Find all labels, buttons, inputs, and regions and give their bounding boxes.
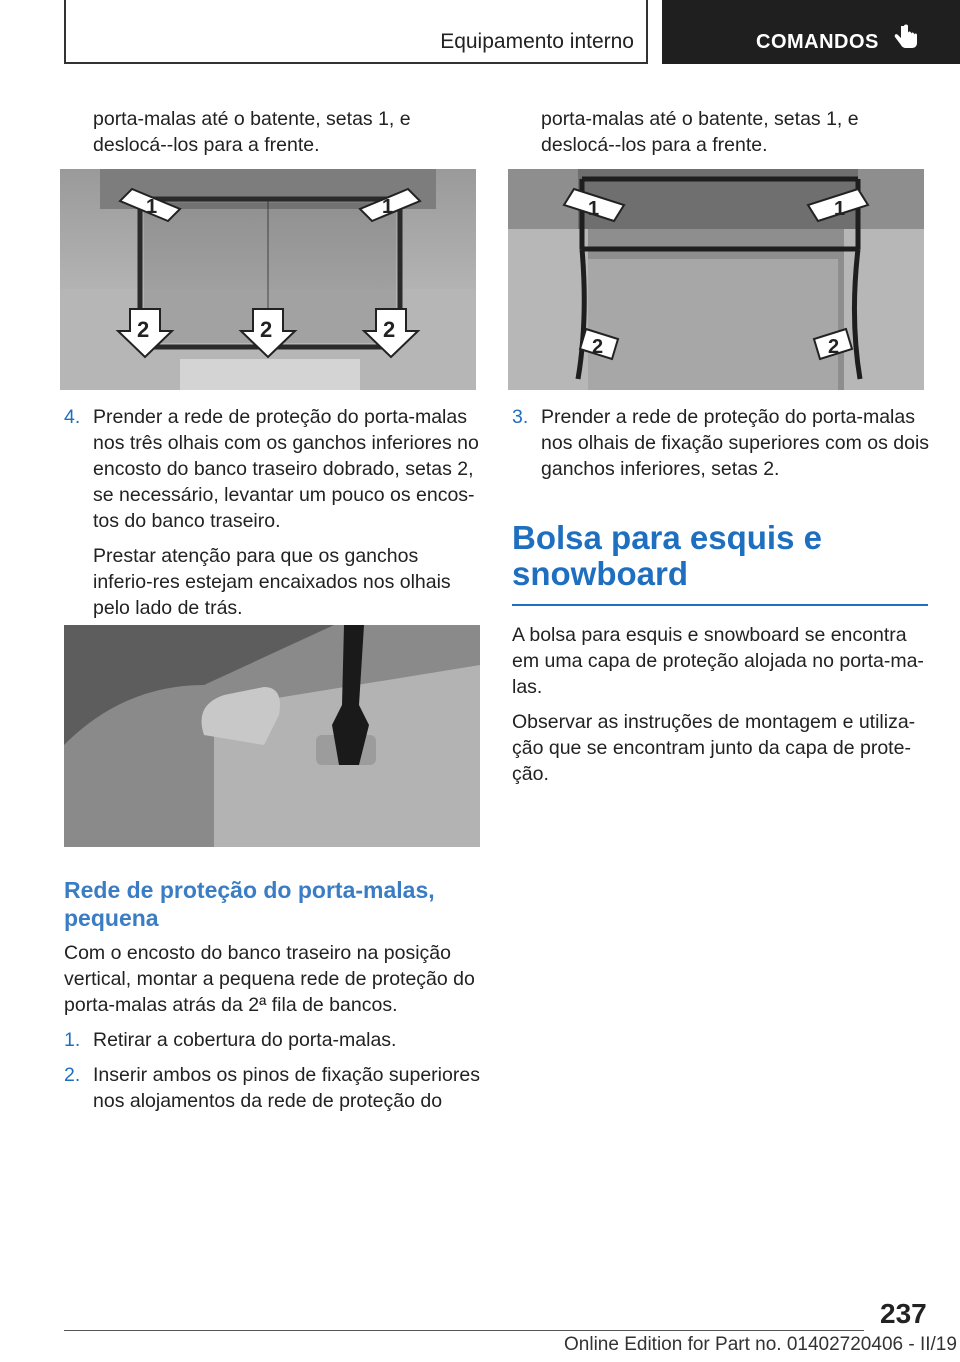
list-item-step2 — [64, 1062, 482, 1114]
header-chapter-box — [662, 0, 960, 64]
step3-text: Prender a rede de proteção do porta-malas nos olhais de fixação superiores com os dois ganchos inferiores, setas 2. — [541, 406, 930, 480]
ski-bag-section — [512, 520, 928, 796]
photo2-label-2b: 2 — [828, 336, 840, 358]
right-step3 — [512, 404, 930, 491]
step4-number: 4. — [64, 406, 81, 428]
list-item-step1 — [64, 1027, 482, 1053]
footer-rule — [64, 1330, 864, 1331]
footer-edition: Online Edition for Part no. 01402720406 - II/19 — [564, 1334, 957, 1355]
small-net-illustration — [508, 169, 924, 390]
photo1-label-1a: 1 — [146, 196, 158, 218]
photo1-label-2c: 2 — [383, 317, 396, 342]
page-number: 237 — [880, 1298, 927, 1329]
step2-text: Inserir ambos os pinos de fixação superiores nos alojamentos da rede de proteção do — [93, 1064, 480, 1112]
header-section-box — [64, 0, 648, 64]
photo1-label-2b: 2 — [260, 317, 273, 342]
header-chapter-title: COMANDOS — [756, 31, 879, 53]
photo2-label-1b: 1 — [834, 198, 846, 220]
step1-text: Retirar a cobertura do porta-malas. — [93, 1029, 397, 1051]
step4-note-text: Prestar atenção para que os ganchos inferio-res estejam encaixados nos olhais pelo lado de trás. — [93, 545, 451, 619]
list-item-step4 — [64, 404, 482, 534]
hook-detail-illustration — [64, 625, 480, 847]
ski-bag-paragraph-2: Observar as instruções de montagem e utiliza-ção que se encontram junto da capa de prote-ção. — [512, 711, 916, 785]
step3-number: 3. — [512, 406, 529, 428]
list-item-step4-note — [64, 543, 482, 621]
ski-bag-paragraph-1: A bolsa para esquis e snowboard se encontra em uma capa de proteção alojada no porta-ma-las. — [512, 624, 924, 698]
photo1-label-2a: 2 — [137, 317, 150, 342]
net-installation-photo — [60, 169, 476, 390]
hook-detail-photo — [64, 625, 480, 847]
left-continuation-text: porta-malas até o batente, setas 1, e deslocá--los para a frente. — [93, 108, 411, 156]
right-continuation — [541, 106, 931, 167]
left-continuation — [93, 106, 483, 167]
photo2-label-2a: 2 — [592, 336, 604, 358]
list-item-step3 — [512, 404, 930, 482]
right-continuation-text: porta-malas até o batente, setas 1, e deslocá--los para a frente. — [541, 108, 859, 156]
small-net-heading: Rede de proteção do porta-malas, pequena — [64, 877, 435, 931]
small-net-intro: Com o encosto do banco traseiro na posição vertical, montar a pequena rede de proteção do porta-malas atrás da 2ª fila de bancos. — [64, 942, 475, 1016]
left-small-net-section — [64, 876, 482, 1123]
header-section-title: Equipamento interno — [440, 30, 634, 53]
ski-bag-heading: Bolsa para esquis e snowboard — [512, 519, 822, 592]
net-installation-illustration — [60, 169, 476, 390]
hand-pointer-icon — [894, 24, 920, 52]
photo2-label-1a: 1 — [588, 198, 600, 220]
photo1-label-1b: 1 — [382, 196, 394, 218]
step2-number: 2. — [64, 1064, 81, 1086]
step4-text: Prender a rede de proteção do porta-malas nos três olhais com os ganchos inferiores no encosto do banco traseiro dobrado, setas 2, se necessário, levantar um pouco os encos-tos do banco traseiro. — [93, 406, 479, 532]
left-step4 — [64, 404, 482, 630]
small-net-photo — [508, 169, 924, 390]
step1-number: 1. — [64, 1029, 81, 1051]
